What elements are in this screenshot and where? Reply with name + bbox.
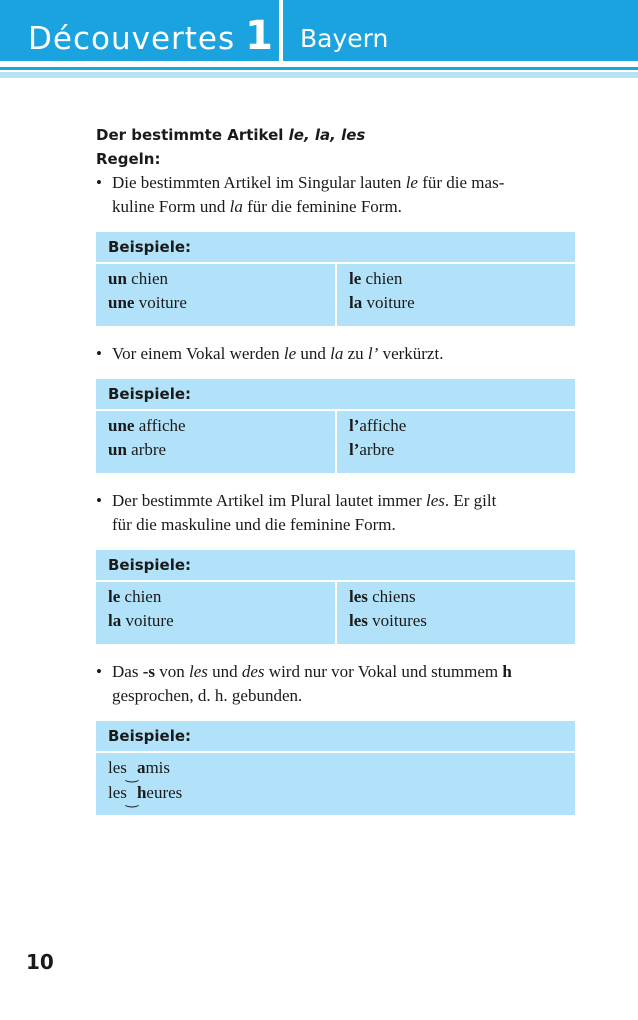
examples-cell [96, 752, 575, 815]
rule-singular: • Die bestimmten Artikel im Singular lauten le für die mas- kuline Form und la für die feminine Form. [96, 173, 505, 216]
examples-label: Beispiele: [96, 550, 575, 581]
section-title-articles: le, la, les [288, 126, 366, 144]
header-rule-light [0, 72, 638, 78]
examples-table-liaison [96, 721, 575, 815]
bullet-icon: • [96, 344, 102, 363]
example-line: les chiens [349, 587, 416, 606]
examples-table-elision [96, 379, 575, 473]
header-divider [279, 0, 283, 61]
bullet-icon: • [96, 662, 102, 681]
examples-label: Beispiele: [96, 721, 575, 752]
example-line: les‿amis [108, 758, 171, 783]
example-line: les voitures [349, 611, 427, 630]
grammar-section [96, 124, 574, 815]
example-line: la voiture [349, 293, 415, 312]
example-line: l’arbre [349, 440, 395, 459]
book-volume-number: 1 [245, 13, 273, 59]
example-line: l’affiche [349, 416, 407, 435]
examples-cell-left [96, 263, 336, 326]
rule-plural: • Der bestimmte Artikel im Plural lautet immer les. Er gilt für die maskuline und die feminine Form. [96, 491, 497, 534]
examples-label: Beispiele: [96, 232, 575, 263]
rule-elision: • Vor einem Vokal werden le und la zu l’ verkürzt. [96, 342, 574, 366]
example-line: un chien [108, 269, 168, 288]
examples-table-singular [96, 232, 575, 326]
examples-cell-left [96, 581, 336, 644]
examples-table-plural [96, 550, 575, 644]
chapter-header [0, 0, 638, 61]
examples-cell-left [96, 410, 336, 473]
bullet-icon: • [96, 173, 102, 192]
book-series-name: Découvertes [28, 21, 236, 57]
example-line: une voiture [108, 293, 187, 312]
liaison-arc-icon: ‿ [125, 792, 138, 808]
example-line: le chien [108, 587, 162, 606]
section-title [96, 124, 574, 146]
rules-label: Regeln: [96, 150, 161, 168]
liaison-arc-icon: ‿ [125, 767, 138, 783]
bullet-icon: • [96, 491, 102, 510]
example-line: une affiche [108, 416, 186, 435]
header-rule [0, 67, 638, 70]
examples-cell-right [336, 410, 575, 473]
page-number: 10 [26, 950, 54, 974]
example-line: le chien [349, 269, 403, 288]
chapter-title: Bayern [300, 24, 389, 53]
examples-cell-right [336, 263, 575, 326]
examples-label: Beispiele: [96, 379, 575, 410]
example-line: la voiture [108, 611, 174, 630]
book-title [28, 6, 273, 61]
section-title-text: Der bestimmte Artikel [96, 126, 289, 144]
examples-cell-right [336, 581, 575, 644]
rule-liaison: • Das -s von les und des wird nur vor Vokal und stummem h gesprochen, d. h. gebunden. [96, 662, 512, 705]
example-line: les‿heures [108, 783, 183, 808]
example-line: un arbre [108, 440, 167, 459]
